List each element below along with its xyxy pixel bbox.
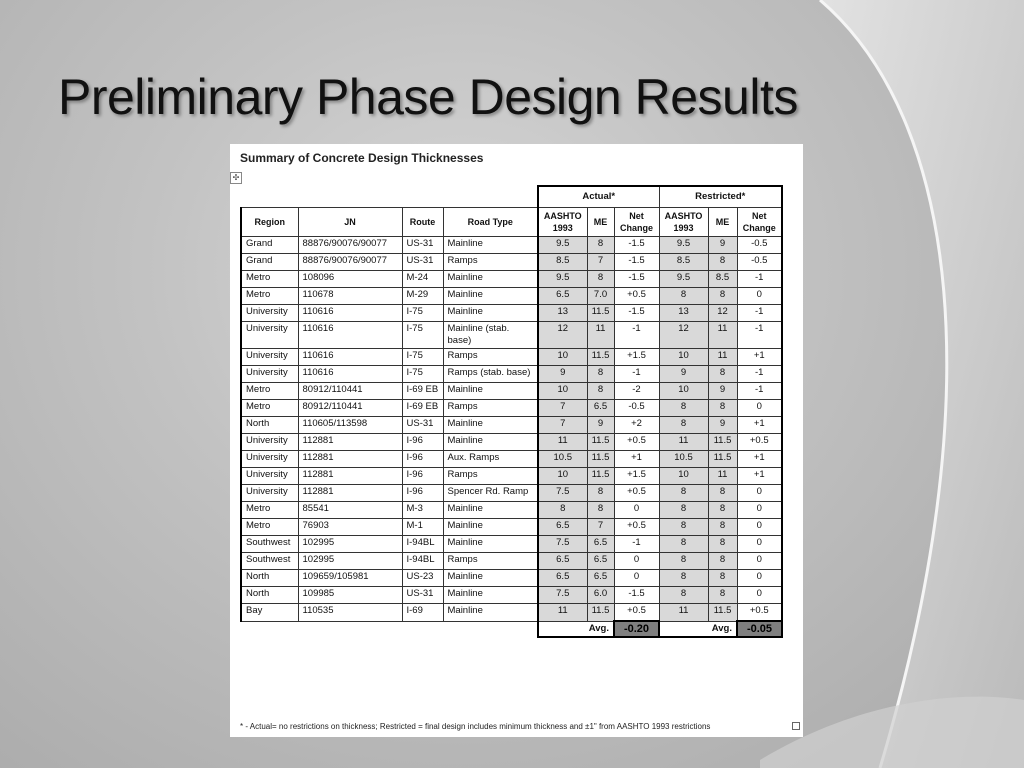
table-cell: I-94BL <box>402 553 443 570</box>
table-cell: Mainline <box>443 502 538 519</box>
table-cell: I-69 EB <box>402 400 443 417</box>
table-cell: 112881 <box>298 468 402 485</box>
table-cell: Ramps (stab. base) <box>443 366 538 383</box>
table-cell: 8 <box>708 288 737 305</box>
table-cell: 0 <box>614 502 659 519</box>
table-cell: 8 <box>659 553 708 570</box>
table-cell: Mainline <box>443 271 538 288</box>
table-cell: 11 <box>708 322 737 349</box>
table-cell: 6.5 <box>538 288 587 305</box>
table-cell: -1 <box>737 305 782 322</box>
table-cell: Mainline (stab. base) <box>443 322 538 349</box>
table-cell: Ramps <box>443 400 538 417</box>
table-cell: 8 <box>659 536 708 553</box>
table-cell: University <box>241 434 298 451</box>
table-cell: -1.5 <box>614 254 659 271</box>
table-cell: 8 <box>708 400 737 417</box>
table-cell: North <box>241 587 298 604</box>
table-cell: M-1 <box>402 519 443 536</box>
table-cell: Metro <box>241 288 298 305</box>
table-row <box>241 237 782 254</box>
table-cell: 8 <box>659 288 708 305</box>
table-cell: 8 <box>659 417 708 434</box>
table-cell: Metro <box>241 383 298 400</box>
table-cell: 7.5 <box>538 536 587 553</box>
table-cell: -2 <box>614 383 659 400</box>
table-cell: +1.5 <box>614 468 659 485</box>
table-cell: -1 <box>737 322 782 349</box>
table-cell: I-69 <box>402 604 443 622</box>
table-cell: M-29 <box>402 288 443 305</box>
table-cell: 8 <box>587 383 614 400</box>
table-cell: Mainline <box>443 417 538 434</box>
table-cell: 112881 <box>298 451 402 468</box>
table-row <box>241 485 782 502</box>
table-cell: 8 <box>659 485 708 502</box>
table-cell: 11.5 <box>587 349 614 366</box>
table-cell: 11 <box>659 604 708 622</box>
table-cell: 11 <box>538 434 587 451</box>
table-cell: 8 <box>708 587 737 604</box>
table-cell: 110616 <box>298 305 402 322</box>
table-cell: 109659/105981 <box>298 570 402 587</box>
table-cell: -1 <box>737 383 782 400</box>
table-cell: 9.5 <box>659 237 708 254</box>
table-cell: -0.5 <box>737 237 782 254</box>
avg-value-actual: -0.20 <box>614 621 659 637</box>
table-cell: Southwest <box>241 553 298 570</box>
move-handle-icon[interactable]: ✣ <box>230 172 242 184</box>
table-cell: +0.5 <box>614 288 659 305</box>
table-row <box>241 570 782 587</box>
table-cell: 6.5 <box>538 519 587 536</box>
table-cell: I-96 <box>402 468 443 485</box>
table-row <box>241 587 782 604</box>
table-cell: 6.5 <box>587 553 614 570</box>
table-cell: 7 <box>587 519 614 536</box>
table-cell: 8 <box>587 271 614 288</box>
table-cell: -0.5 <box>614 400 659 417</box>
table-cell: 88876/90076/90077 <box>298 254 402 271</box>
table-cell: 10 <box>538 383 587 400</box>
table-cell: +0.5 <box>614 519 659 536</box>
table-cell: 110616 <box>298 322 402 349</box>
table-cell: 7.5 <box>538 587 587 604</box>
table-cell: 0 <box>737 485 782 502</box>
table-cell: 0 <box>737 570 782 587</box>
table-cell: 0 <box>737 288 782 305</box>
table-cell: US-23 <box>402 570 443 587</box>
table-cell: 8 <box>659 519 708 536</box>
table-cell: 6.5 <box>538 570 587 587</box>
table-cell: 6.5 <box>587 570 614 587</box>
table-cell: 7.5 <box>538 485 587 502</box>
table-cell: Mainline <box>443 604 538 622</box>
table-cell: 11 <box>708 468 737 485</box>
table-cell: 6.5 <box>538 553 587 570</box>
group-header-restricted: Restricted* <box>659 186 782 208</box>
table-cell: 11 <box>587 322 614 349</box>
table-cell: Mainline <box>443 536 538 553</box>
table-row <box>241 468 782 485</box>
table-cell: +0.5 <box>737 604 782 622</box>
table-cell: 10 <box>538 468 587 485</box>
table-cell: -1 <box>737 271 782 288</box>
avg-value-restricted: -0.05 <box>737 621 782 637</box>
table-row <box>241 434 782 451</box>
table-cell: 0 <box>737 519 782 536</box>
table-cell: University <box>241 485 298 502</box>
table-cell: I-96 <box>402 485 443 502</box>
table-cell: Ramps <box>443 468 538 485</box>
table-cell: -1.5 <box>614 237 659 254</box>
table-cell: 8 <box>659 502 708 519</box>
table-cell: University <box>241 451 298 468</box>
table-cell: 102995 <box>298 536 402 553</box>
table-cell: +1 <box>737 451 782 468</box>
column-header: AASHTO 1993 <box>538 208 587 237</box>
group-header-actual: Actual* <box>538 186 659 208</box>
table-cell: +0.5 <box>614 485 659 502</box>
table-row <box>241 604 782 622</box>
table-row <box>241 519 782 536</box>
table-row <box>241 254 782 271</box>
table-cell: University <box>241 322 298 349</box>
table-cell: University <box>241 468 298 485</box>
table-cell: 85541 <box>298 502 402 519</box>
table-cell: Mainline <box>443 519 538 536</box>
table-cell: University <box>241 349 298 366</box>
table-cell: M-24 <box>402 271 443 288</box>
table-cell: -1 <box>614 366 659 383</box>
table-cell: 8 <box>659 570 708 587</box>
avg-label-actual: Avg. <box>538 621 614 637</box>
table-cell: 109985 <box>298 587 402 604</box>
column-header: Net Change <box>737 208 782 237</box>
table-cell: +0.5 <box>737 434 782 451</box>
table-cell: 8 <box>708 254 737 271</box>
table-cell: 9.5 <box>538 271 587 288</box>
table-cell: 13 <box>538 305 587 322</box>
table-cell: 12 <box>538 322 587 349</box>
column-header: AASHTO 1993 <box>659 208 708 237</box>
table-cell: 6.5 <box>587 536 614 553</box>
table-cell: I-75 <box>402 366 443 383</box>
table-cell: 88876/90076/90077 <box>298 237 402 254</box>
table-cell: 8.5 <box>659 254 708 271</box>
design-thickness-table <box>240 185 783 638</box>
column-header: ME <box>587 208 614 237</box>
table-cell: 108096 <box>298 271 402 288</box>
table-row <box>241 451 782 468</box>
table-cell: 11.5 <box>587 604 614 622</box>
table-row <box>241 400 782 417</box>
table-cell: US-31 <box>402 587 443 604</box>
table-cell: Ramps <box>443 553 538 570</box>
table-cell: Metro <box>241 519 298 536</box>
table-cell: 0 <box>737 553 782 570</box>
table-cell: 110535 <box>298 604 402 622</box>
table-cell: Mainline <box>443 305 538 322</box>
table-cell: 110616 <box>298 349 402 366</box>
table-cell: -1.5 <box>614 587 659 604</box>
table-cell: Aux. Ramps <box>443 451 538 468</box>
table-cell: 110678 <box>298 288 402 305</box>
table-cell: Mainline <box>443 587 538 604</box>
table-cell: 110605/113598 <box>298 417 402 434</box>
table-heading: Summary of Concrete Design Thicknesses <box>240 151 484 165</box>
document-image <box>230 144 803 737</box>
column-header: Region <box>241 208 298 237</box>
table-cell: 9 <box>659 366 708 383</box>
table-cell: Mainline <box>443 383 538 400</box>
table-cell: 10 <box>538 349 587 366</box>
table-cell: +1 <box>737 468 782 485</box>
table-cell: +1 <box>614 451 659 468</box>
table-cell: 80912/110441 <box>298 400 402 417</box>
table-row <box>241 305 782 322</box>
table-cell: -0.5 <box>737 254 782 271</box>
slide-title: Preliminary Phase Design Results <box>58 69 798 125</box>
table-cell: Southwest <box>241 536 298 553</box>
table-cell: +1 <box>737 349 782 366</box>
footnote: * - Actual= no restrictions on thickness; Restricted = final design includes minimum thickness and ±1" from AASHTO 1993 restrictions <box>240 722 711 731</box>
table-cell: University <box>241 366 298 383</box>
table-cell: 10 <box>659 468 708 485</box>
table-row <box>241 553 782 570</box>
table-cell: Mainline <box>443 288 538 305</box>
table-cell: 8 <box>708 485 737 502</box>
table-cell: 8.5 <box>708 271 737 288</box>
column-header: ME <box>708 208 737 237</box>
table-cell: 0 <box>737 502 782 519</box>
table-cell: Bay <box>241 604 298 622</box>
table-cell: 80912/110441 <box>298 383 402 400</box>
table-cell: 110616 <box>298 366 402 383</box>
table-cell: 11.5 <box>708 604 737 622</box>
table-cell: 0 <box>737 400 782 417</box>
table-cell: Metro <box>241 271 298 288</box>
table-cell: 8.5 <box>538 254 587 271</box>
table-cell: 9 <box>587 417 614 434</box>
table-cell: 76903 <box>298 519 402 536</box>
table-cell: 8 <box>708 502 737 519</box>
table-cell: North <box>241 570 298 587</box>
table-cell: Metro <box>241 502 298 519</box>
table-cell: 11 <box>659 434 708 451</box>
table-row <box>241 288 782 305</box>
table-cell: -1 <box>614 536 659 553</box>
table-row <box>241 502 782 519</box>
table-cell: 11 <box>538 604 587 622</box>
table-cell: Metro <box>241 400 298 417</box>
table-cell: +0.5 <box>614 434 659 451</box>
table-row <box>241 536 782 553</box>
table-cell: 7 <box>538 400 587 417</box>
table-cell: 8 <box>587 366 614 383</box>
table-cell: 0 <box>614 553 659 570</box>
table-cell: I-75 <box>402 349 443 366</box>
table-cell: 8 <box>708 366 737 383</box>
table-cell: 8 <box>659 587 708 604</box>
table-cell: Ramps <box>443 349 538 366</box>
table-cell: -1 <box>737 366 782 383</box>
table-cell: US-31 <box>402 254 443 271</box>
table-cell: Mainline <box>443 434 538 451</box>
table-cell: Spencer Rd. Ramp <box>443 485 538 502</box>
table-cell: 7.0 <box>587 288 614 305</box>
table-cell: 8 <box>708 519 737 536</box>
table-cell: I-75 <box>402 322 443 349</box>
table-cell: 10.5 <box>659 451 708 468</box>
table-cell: -1.5 <box>614 305 659 322</box>
table-cell: 6.5 <box>587 400 614 417</box>
table-cell: +1.5 <box>614 349 659 366</box>
table-cell: +0.5 <box>614 604 659 622</box>
table-cell: 11.5 <box>708 434 737 451</box>
table-cell: North <box>241 417 298 434</box>
table-cell: 11.5 <box>587 434 614 451</box>
table-cell: Grand <box>241 254 298 271</box>
table-cell: 9.5 <box>538 237 587 254</box>
table-cell: 9 <box>538 366 587 383</box>
table-cell: Mainline <box>443 237 538 254</box>
table-cell: 9 <box>708 237 737 254</box>
table-cell: 10 <box>659 383 708 400</box>
table-cell: M-3 <box>402 502 443 519</box>
table-cell: 7 <box>538 417 587 434</box>
table-cell: 9 <box>708 417 737 434</box>
table-cell: 11.5 <box>587 305 614 322</box>
table-cell: 6.0 <box>587 587 614 604</box>
table-cell: +2 <box>614 417 659 434</box>
table-cell: 12 <box>659 322 708 349</box>
table-row <box>241 271 782 288</box>
table-cell: -1 <box>614 322 659 349</box>
table-cell: 12 <box>708 305 737 322</box>
table-row <box>241 383 782 400</box>
table-cell: US-31 <box>402 417 443 434</box>
table-cell: US-31 <box>402 237 443 254</box>
table-cell: 8 <box>708 536 737 553</box>
table-row <box>241 349 782 366</box>
table-cell: I-75 <box>402 305 443 322</box>
table-cell: 8 <box>587 485 614 502</box>
table-cell: 8 <box>587 502 614 519</box>
table-cell: +1 <box>737 417 782 434</box>
table-cell: Ramps <box>443 254 538 271</box>
table-cell: 13 <box>659 305 708 322</box>
table-cell: 0 <box>614 570 659 587</box>
column-header: Net Change <box>614 208 659 237</box>
table-cell: 102995 <box>298 553 402 570</box>
column-header: Road Type <box>443 208 538 237</box>
table-cell: 8 <box>708 570 737 587</box>
table-cell: 8 <box>587 237 614 254</box>
table-cell: 7 <box>587 254 614 271</box>
column-header: JN <box>298 208 402 237</box>
table-cell: 8 <box>708 553 737 570</box>
table-cell: 112881 <box>298 434 402 451</box>
table-row <box>241 322 782 349</box>
table-cell: I-69 EB <box>402 383 443 400</box>
table-cell: Mainline <box>443 570 538 587</box>
table-cell: Grand <box>241 237 298 254</box>
table-cell: 10 <box>659 349 708 366</box>
table-cell: University <box>241 305 298 322</box>
table-cell: 9 <box>708 383 737 400</box>
table-cell: -1.5 <box>614 271 659 288</box>
table-cell: 11.5 <box>587 451 614 468</box>
checkbox-icon <box>792 722 800 730</box>
table-row <box>241 417 782 434</box>
table-row <box>241 366 782 383</box>
table-cell: I-96 <box>402 434 443 451</box>
table-cell: 112881 <box>298 485 402 502</box>
avg-label-restricted: Avg. <box>659 621 737 637</box>
table-cell: I-96 <box>402 451 443 468</box>
table-cell: 0 <box>737 536 782 553</box>
table-cell: 8 <box>659 400 708 417</box>
table-cell: 11.5 <box>708 451 737 468</box>
table-cell: 11 <box>708 349 737 366</box>
table-cell: 9.5 <box>659 271 708 288</box>
table-cell: 0 <box>737 587 782 604</box>
table-cell: 10.5 <box>538 451 587 468</box>
column-header: Route <box>402 208 443 237</box>
table-cell: 8 <box>538 502 587 519</box>
table-cell: 11.5 <box>587 468 614 485</box>
table-cell: I-94BL <box>402 536 443 553</box>
